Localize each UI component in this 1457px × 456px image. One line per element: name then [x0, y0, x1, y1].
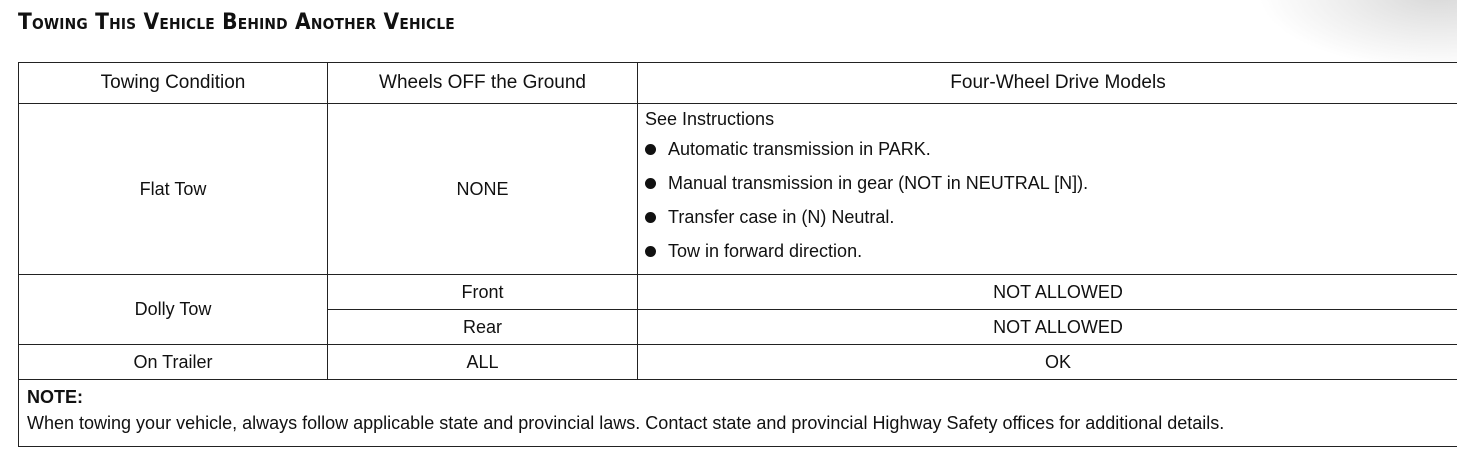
instruction-text: Automatic transmission in PARK.: [668, 139, 931, 159]
list-item: [645, 200, 1457, 234]
instruction-text: Tow in forward direction.: [668, 241, 863, 261]
list-item: [645, 234, 1457, 268]
table-row: [19, 275, 1457, 310]
towing-table: [18, 62, 1457, 447]
dolly-tow-result-front: NOT ALLOWED: [638, 275, 1457, 310]
dolly-tow-result-rear: NOT ALLOWED: [638, 310, 1457, 345]
flat-tow-instructions: [638, 104, 1457, 275]
table-header-row: [19, 63, 1457, 104]
flat-tow-wheels: NONE: [328, 104, 638, 275]
on-trailer-wheels: ALL: [328, 345, 638, 380]
dolly-tow-wheels-rear: Rear: [328, 310, 638, 345]
note-cell: [19, 380, 1457, 447]
header-wheels-off-ground: Wheels OFF the Ground: [328, 63, 638, 104]
instructions-list: [645, 132, 1457, 268]
header-four-wheel-drive: Four-Wheel Drive Models: [638, 63, 1457, 104]
instruction-text: Transfer case in (N) Neutral.: [668, 207, 895, 227]
flat-tow-condition: Flat Tow: [19, 104, 328, 275]
section-title: Towing This Vehicle Behind Another Vehicle: [18, 10, 455, 35]
page-corner-shadow: [1257, 0, 1457, 70]
table-row: [19, 345, 1457, 380]
note-text: When towing your vehicle, always follow applicable state and provincial laws. Contact state and provincial Highway Safety offices for additional details.: [27, 413, 1225, 433]
list-item: [645, 166, 1457, 200]
bullet-icon: [645, 144, 656, 155]
dolly-tow-condition: Dolly Tow: [19, 275, 328, 345]
note-label: NOTE:: [27, 387, 83, 407]
bullet-icon: [645, 212, 656, 223]
instruction-text: Manual transmission in gear (NOT in NEUTRAL [N]).: [668, 173, 1089, 193]
note-row: [19, 380, 1457, 447]
list-item: [645, 132, 1457, 166]
instructions-heading: See Instructions: [645, 109, 775, 129]
dolly-tow-wheels-front: Front: [328, 275, 638, 310]
table-row: [19, 104, 1457, 275]
bullet-icon: [645, 178, 656, 189]
on-trailer-condition: On Trailer: [19, 345, 328, 380]
bullet-icon: [645, 246, 656, 257]
header-towing-condition: Towing Condition: [19, 63, 328, 104]
on-trailer-result: OK: [638, 345, 1457, 380]
